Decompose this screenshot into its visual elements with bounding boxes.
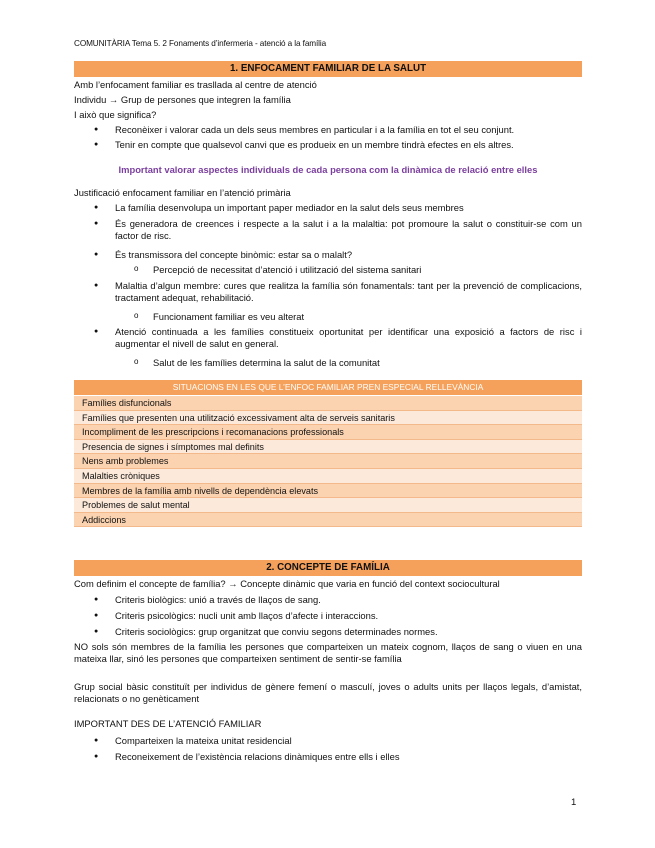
list-item: Criteris sociològics: grup organitzat que conviu segons determinades normes. bbox=[115, 626, 438, 637]
bullet-icon: ● bbox=[94, 328, 99, 335]
text-line: Amb l’enfocament familiar es trasllada al centre de atenció bbox=[74, 79, 317, 90]
justification-title: Justificació enfocament familiar en l’atenció primària bbox=[74, 187, 291, 198]
list-item: És transmissora del concepte binòmic: estar sa o malalt? bbox=[115, 249, 353, 260]
table-row: Malalties cròniques bbox=[74, 469, 582, 484]
paragraph: NO sols són membres de la família les persones que comparteixen un mateix cognom, llaços de sang o viuen en una mateixa llar, sinó les persones que comparteixen sentiment de sentir-se família bbox=[74, 641, 582, 664]
important-note: Important valorar aspectes individuals de cada persona com la dinàmica de relació entre elles bbox=[118, 164, 538, 175]
text-line: Individu → Grup de persones que integren la família bbox=[74, 94, 291, 105]
table-row: Famílies disfuncionals bbox=[74, 396, 582, 411]
table-row: Incompliment de les prescripcions i recomanacions professionals bbox=[74, 425, 582, 440]
bullet-icon: ● bbox=[94, 126, 99, 133]
text-line: I això que significa? bbox=[74, 109, 157, 120]
list-item: Reconeixement de l’existència relacions dinàmiques entre ells i elles bbox=[115, 751, 400, 762]
table-row: Presencia de signes i símptomes mal definits bbox=[74, 440, 582, 455]
sub-list-item: Percepció de necessitat d’atenció i utilització del sistema sanitari bbox=[153, 264, 422, 275]
list-item: Criteris biològics: unió a través de llaços de sang. bbox=[115, 594, 321, 605]
sub-bullet-icon: o bbox=[134, 311, 139, 320]
bullet-icon: ● bbox=[94, 204, 99, 211]
bullet-icon: ● bbox=[94, 141, 99, 148]
bullet-icon: ● bbox=[94, 612, 99, 619]
table-row: Famílies que presenten una utilització excessivament alta de serveis sanitaris bbox=[74, 411, 582, 426]
bullet-icon: ● bbox=[94, 220, 99, 227]
list-item: Malaltia d’algun membre: cures que realitza la família són fonamentals: tant per la prevenció de complicacions, tractament adequat, rehabilitació. bbox=[115, 280, 582, 303]
bullet-icon: ● bbox=[94, 251, 99, 258]
table-row: Problemes de salut mental bbox=[74, 498, 582, 513]
section-2-title: 2. CONCEPTE DE FAMÍLIA bbox=[74, 560, 582, 576]
bullet-icon: ● bbox=[94, 628, 99, 635]
list-item: És generadora de creences i respecte a la salut i a la malaltia: pot promoure la salut o constituir-se com un factor de risc. bbox=[115, 218, 582, 241]
table-header: SITUACIONS EN LES QUE L’ENFOC FAMILIAR PREN ESPECIAL RELLEVÀNCIA bbox=[74, 380, 582, 396]
list-item: Atenció continuada a les famílies constitueix oportunitat per identificar una exposició a factors de risc i augmentar el nivell de salut en general. bbox=[115, 326, 582, 349]
paragraph: Grup social bàsic constituït per individus de gènere femení o masculí, joves o adults units per llaços legals, d’amistat, relacionats o no genèticament bbox=[74, 681, 582, 704]
list-item: Tenir en compte que qualsevol canvi que es produeix en un membre tindrà efectes en els altres. bbox=[115, 139, 514, 150]
bullet-icon: ● bbox=[94, 596, 99, 603]
sub-list-item: Salut de les famílies determina la salut de la comunitat bbox=[153, 357, 380, 368]
table-row: Membres de la família amb nivells de dependència elevats bbox=[74, 484, 582, 499]
bullet-icon: ● bbox=[94, 753, 99, 760]
bullet-icon: ● bbox=[94, 737, 99, 744]
list-item: Reconèixer i valorar cada un dels seus membres en particular i a la família en tot el seu conjunt. bbox=[115, 124, 515, 135]
sub-list-item: Funcionament familiar es veu alterat bbox=[153, 311, 305, 322]
important-title: IMPORTANT DES DE L’ATENCIÓ FAMILIAR bbox=[74, 718, 262, 729]
sub-bullet-icon: o bbox=[134, 264, 139, 273]
page-number: 1 bbox=[571, 797, 577, 808]
text-line: Com definim el concepte de família? → Concepte dinàmic que varia en funció del context sociocultural bbox=[74, 578, 500, 589]
table-row: Addiccions bbox=[74, 513, 582, 528]
list-item: Criteris psicològics: nucli unit amb llaços d’afecte i interaccions. bbox=[115, 610, 379, 621]
list-item: Comparteixen la mateixa unitat residencial bbox=[115, 735, 292, 746]
sub-bullet-icon: o bbox=[134, 357, 139, 366]
section-1-title: 1. ENFOCAMENT FAMILIAR DE LA SALUT bbox=[74, 61, 582, 77]
bullet-icon: ● bbox=[94, 282, 99, 289]
situations-table bbox=[74, 380, 582, 527]
table-row: Nens amb problemes bbox=[74, 454, 582, 469]
running-header: COMUNITÀRIA Tema 5. 2 Fonaments d’infermeria - atenció a la família bbox=[74, 39, 327, 48]
list-item: La família desenvolupa un important paper mediador en la salut dels seus membres bbox=[115, 202, 464, 213]
